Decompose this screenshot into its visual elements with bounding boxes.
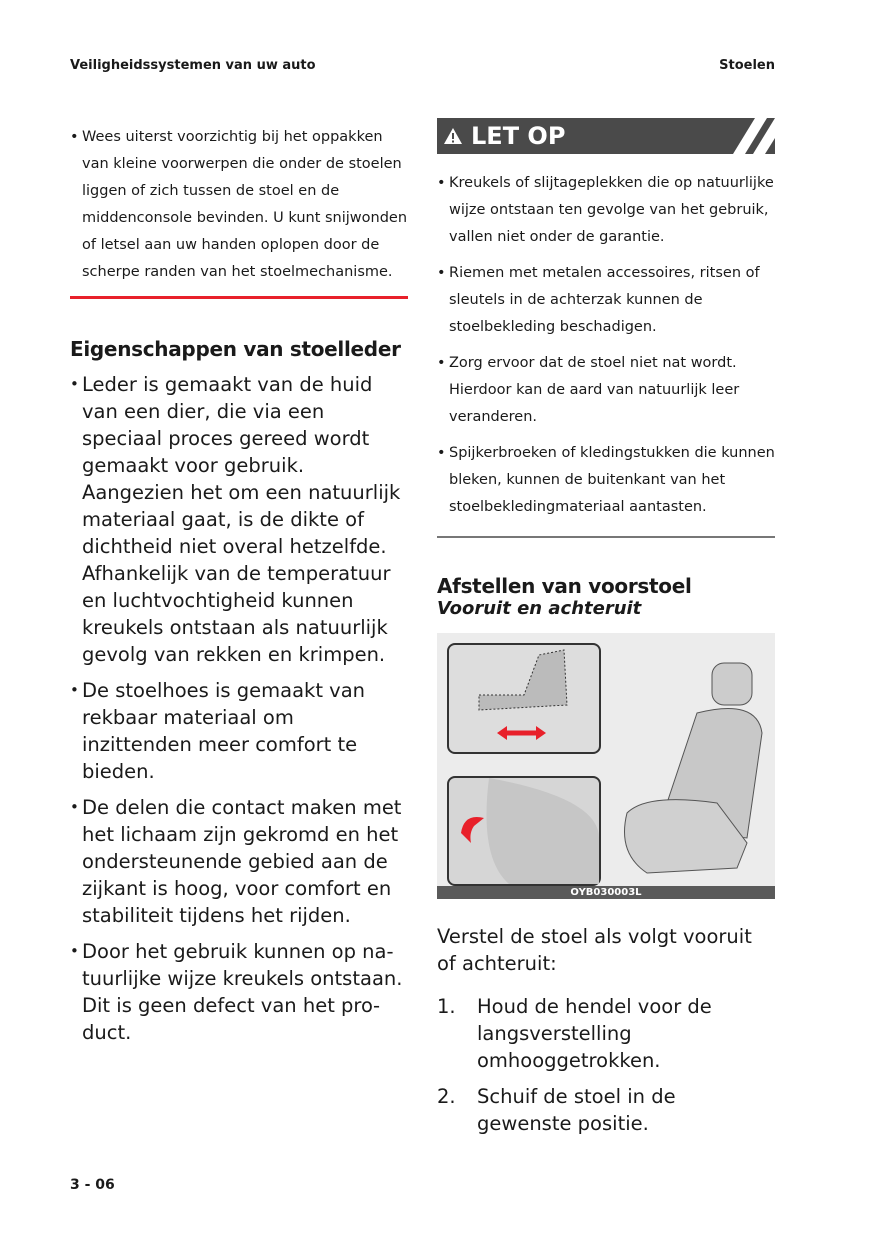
caution-title: LET OP <box>471 122 566 150</box>
stripes-decoration <box>715 118 775 154</box>
caution-item: • Spijkerbroeken of kledingstukken die kunnen bleken, kunnen de buitenkant van het stoelbekledingmateriaal aantasten. <box>437 440 775 521</box>
step-item <box>437 1083 775 1137</box>
image-code: OYB030003L <box>437 886 775 899</box>
running-header-section: Stoelen <box>719 58 775 73</box>
step-text: Schuif de stoel in de gewenste positie. <box>477 1085 676 1135</box>
section-title: Afstellen van voorstoel <box>437 574 692 598</box>
seat-drawing <box>607 653 772 883</box>
caution-item: • Kreukels of slijtageplekken die op natuurlijke wijze ontstaan ten gevolge van het gebruik, vallen niet onder de garantie. <box>437 170 775 251</box>
list-item: • De stoelhoes is gemaakt van rekbaar materiaal om inzittenden meer comfort te bieden. <box>70 677 408 785</box>
seat-illustration <box>437 633 775 899</box>
inset-lever <box>447 776 601 886</box>
step-text: Houd de hendel voor de langsverstelling omhooggetrokken. <box>477 995 712 1072</box>
left-column <box>70 124 408 1055</box>
red-divider <box>70 296 408 299</box>
step-number: 1. <box>437 995 456 1018</box>
inset-seat-movement <box>447 643 601 754</box>
step-number: 2. <box>437 1085 456 1108</box>
warning-bullet: • Wees uiterst voorzichtig bij het oppakken van kleine voorwerpen die onder de stoelen liggen of zich tussen de stoel en de middenconsole bevinden. U kunt snijwonden of letsel aan uw handen oplopen door de scherpe randen van het stoelmechanisme. <box>70 124 408 286</box>
section-subtitle: Vooruit en achteruit <box>437 598 642 619</box>
instruction-intro: Verstel de stoel als volgt vooruit of achteruit: <box>437 925 752 975</box>
list-item-text-extra: Afhankelijk van de temperatuur en luchtvochtigheid kunnen kreukels ontstaan als natuurlijk gevolg van rekken en krimpen. <box>82 562 391 666</box>
list-item <box>70 371 408 668</box>
right-column <box>437 118 775 1146</box>
list-item-text: Leder is gemaakt van de huid van een dier, die via een speciaal proces gereed wordt gemaakt voor gebruik. Aangezien het om een natuurlijk materiaal gaat, is de dikte of dichtheid niet overal hetzelfde. <box>82 373 401 558</box>
section-title: Eigenschappen van stoelleder <box>70 337 401 361</box>
list-item: • De delen die contact maken met het lichaam zijn gekromd en het ondersteunende gebied aan de zijkant is hoog, voor comfort en stabiliteit tijdens het rijden. <box>70 794 408 929</box>
warning-triangle-icon <box>443 127 463 145</box>
lever-arrow-icon <box>449 778 599 884</box>
list-item: • Door het gebruik kunnen op natuurlijke wijze kreukels ontstaan. Dit is geen defect van het product. <box>70 938 408 1046</box>
running-header-chapter: Veiligheidssystemen van uw auto <box>70 58 316 73</box>
caution-divider <box>437 536 775 538</box>
caution-item: • Riemen met metalen accessoires, ritsen of sleutels in de achterzak kunnen de stoelbekleding beschadigen. <box>437 260 775 341</box>
seat-slide-diagram <box>449 645 599 752</box>
caution-banner <box>437 118 775 154</box>
page-number: 3 - 06 <box>70 1177 115 1193</box>
step-item <box>437 993 775 1074</box>
caution-item: • Zorg ervoor dat de stoel niet nat wordt. Hierdoor kan de aard van natuurlijk leer veranderen. <box>437 350 775 431</box>
